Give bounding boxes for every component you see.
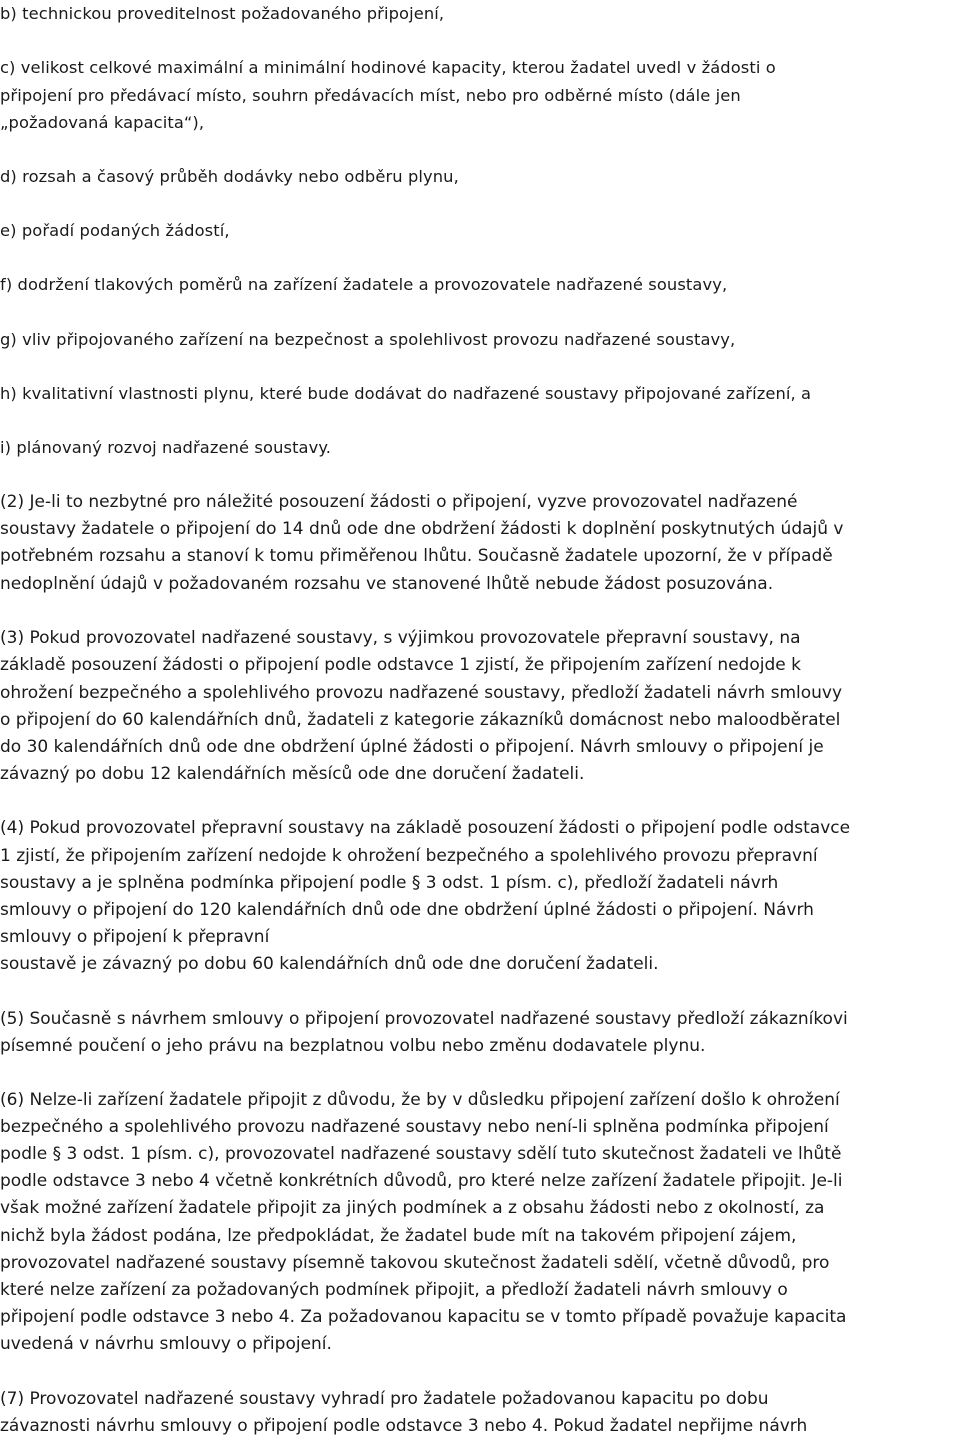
paragraph-3-line-1: (3) Pokud provozovatel nadřazené soustavy, s výjimkou provozovatele přepravní soustavy, na: [0, 628, 801, 648]
paragraph-3-line-4: o připojení do 60 kalendářních dnů, žadateli z kategorie zákazníků domácnost nebo maloodběratel: [0, 710, 841, 730]
list-item-c-line-3: „požadovaná kapacita“),: [0, 113, 205, 132]
paragraph-6-line-1: (6) Nelze-li zařízení žadatele připojit z důvodu, že by v důsledku připojení zařízení došlo k ohrožení: [0, 1090, 840, 1110]
paragraph-6-line-6: nichž byla žádost podána, lze předpokládat, že žadatel bude mít na takovém připojení zájem,: [0, 1226, 797, 1246]
paragraph-6-line-9: připojení podle odstavce 3 nebo 4. Za požadovanou kapacitu se v tomto případě považuje kapacita: [0, 1307, 847, 1327]
paragraph-3-line-3: ohrožení bezpečného a spolehlivého provozu nadřazené soustavy, předloží žadateli návrh smlouvy: [0, 683, 843, 703]
paragraph-3-line-5: do 30 kalendářních dnů ode dne obdržení úplné žádosti o připojení. Návrh smlouvy o připojení je: [0, 737, 824, 757]
list-item-d: d) rozsah a časový průběh dodávky nebo odběru plynu,: [0, 167, 459, 186]
list-item-e: e) pořadí podaných žádostí,: [0, 221, 230, 240]
paragraph-4-line-4: smlouvy o připojení do 120 kalendářních dnů ode dne obdržení úplné žádosti o připojení. Návrh: [0, 900, 814, 920]
list-item-b: b) technickou proveditelnost požadovaného připojení,: [0, 4, 445, 23]
paragraph-6-line-3: podle § 3 odst. 1 písm. c), provozovatel nadřazené soustavy sdělí tuto skutečnost žadateli ve lhůtě: [0, 1144, 842, 1164]
paragraph-4-line-5: smlouvy o připojení k přepravní: [0, 927, 270, 947]
list-item-f: f) dodržení tlakových poměrů na zařízení žadatele a provozovatele nadřazené soustavy,: [0, 275, 728, 294]
paragraph-5-line-2: písemné poučení o jeho právu na bezplatnou volbu nebo změnu dodavatele plynu.: [0, 1036, 706, 1056]
list-item-c-line-1: c) velikost celkové maximální a minimální hodinové kapacity, kterou žadatel uvedl v žádosti o: [0, 58, 776, 77]
paragraph-4-line-1: (4) Pokud provozovatel přepravní soustavy na základě posouzení žádosti o připojení podle odstavce: [0, 818, 851, 838]
paragraph-5-line-1: (5) Současně s návrhem smlouvy o připojení provozovatel nadřazené soustavy předloží zákazníkovi: [0, 1009, 848, 1029]
paragraph-2-line-3: potřebném rozsahu a stanoví k tomu přiměřenou lhůtu. Současně žadatele upozorní, že v případě: [0, 546, 833, 566]
paragraph-4-line-3: soustavy a je splněna podmínka připojení podle § 3 odst. 1 písm. c), předloží žadateli návrh: [0, 873, 779, 893]
paragraph-6-line-8: které nelze zařízení za požadovaných podmínek připojit, a předloží žadateli návrh smlouvy o: [0, 1280, 788, 1300]
paragraph-2-line-4: nedoplnění údajů v požadovaném rozsahu ve stanovené lhůtě nebude žádost posuzována.: [0, 574, 774, 594]
paragraph-6-line-10: uvedená v návrhu smlouvy o připojení.: [0, 1334, 332, 1354]
list-item-i: i) plánovaný rozvoj nadřazené soustavy.: [0, 438, 332, 457]
paragraph-3-line-6: závazný po dobu 12 kalendářních měsíců ode dne doručení žadateli.: [0, 764, 585, 784]
paragraph-6-line-5: však možné zařízení žadatele připojit za jiných podmínek a z obsahu žádosti nebo z okolností, za: [0, 1198, 825, 1218]
list-item-h: h) kvalitativní vlastnosti plynu, které bude dodávat do nadřazené soustavy připojované zařízení, a: [0, 384, 812, 403]
paragraph-2-line-1: (2) Je-li to nezbytné pro náležité posouzení žádosti o připojení, vyzve provozovatel nadřazené: [0, 492, 798, 512]
paragraph-6-line-2: bezpečného a spolehlivého provozu nadřazené soustavy nebo není-li splněna podmínka připojení: [0, 1117, 829, 1137]
list-item-g: g) vliv připojovaného zařízení na bezpečnost a spolehlivost provozu nadřazené soustavy,: [0, 330, 736, 349]
paragraph-6-line-7: provozovatel nadřazené soustavy písemně takovou skutečnost žadateli sdělí, včetně důvodů, pro: [0, 1253, 830, 1273]
list-item-c-line-2: připojení pro předávací místo, souhrn předávacích míst, nebo pro odběrné místo (dále jen: [0, 86, 741, 105]
paragraph-3-line-2: základě posouzení žádosti o připojení podle odstavce 1 zjistí, že připojením zařízení nedojde k: [0, 655, 801, 675]
paragraph-4-line-2: 1 zjistí, že připojením zařízení nedojde k ohrožení bezpečného a spolehlivého provozu přepravní: [0, 846, 818, 866]
paragraph-6-line-4: podle odstavce 3 nebo 4 včetně konkrétních důvodů, pro které nelze zařízení žadatele připojit. Je-li: [0, 1171, 843, 1191]
paragraph-7-line-2: závaznosti návrhu smlouvy o připojení podle odstavce 3 nebo 4. Pokud žadatel nepřijme návrh: [0, 1416, 808, 1436]
paragraph-7-line-1: (7) Provozovatel nadřazené soustavy vyhradí pro žadatele požadovanou kapacitu po dobu: [0, 1389, 769, 1409]
paragraph-4-line-6: soustavě je závazný po dobu 60 kalendářních dnů ode dne doručení žadateli.: [0, 954, 659, 974]
paragraph-2-line-2: soustavy žadatele o připojení do 14 dnů ode dne obdržení žádosti k doplnění poskytnutých údajů v: [0, 519, 844, 539]
